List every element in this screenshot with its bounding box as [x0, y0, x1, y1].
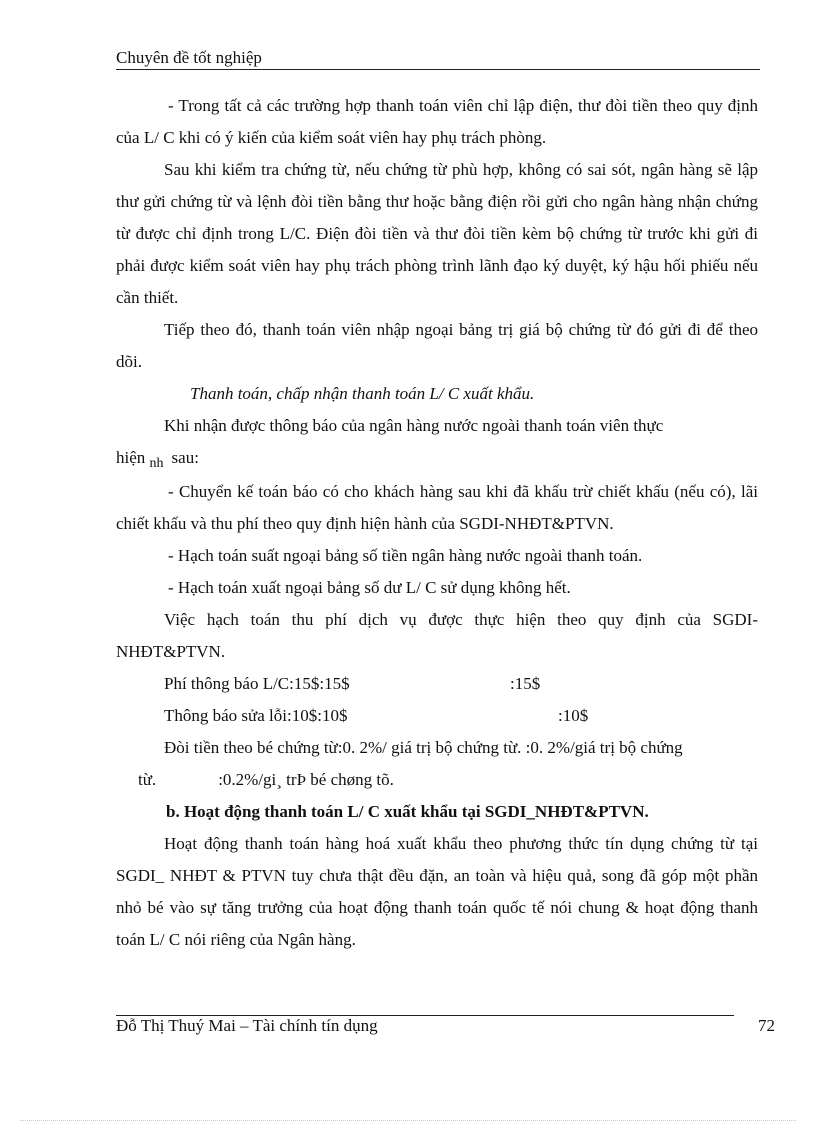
- page-number: 72: [758, 1016, 775, 1035]
- p4-tail: sau:: [171, 448, 199, 467]
- fee-line-3: Đòi tiền theo bé chứng từ:0. 2%/ giá trị bộ chứng từ. :0. 2%/giá trị bộ chứng: [164, 738, 683, 757]
- paragraph-3: Tiếp theo đó, thanh toán viên nhập ngoại bảng trị giá bộ chứng từ đó gửi đi để theo dõi.: [116, 320, 758, 371]
- paragraph-1: - Trong tất cả các trường hợp thanh toán viên chỉ lập điện, thư đòi tiền theo quy định của L/ C khi có ý kiến của kiểm soát viên hay phụ trách phòng.: [116, 96, 758, 147]
- fee3-cont-b: :0.2%/gi¸ trÞ bé chøng tõ.: [218, 770, 394, 789]
- paragraph-5: - Chuyển kế toán báo có cho khách hàng sau khi đã khấu trừ chiết khấu (nếu có), lãi chiết khấu và thu phí theo quy định hiện hành của SGDI-NHĐT&PTVN.: [116, 482, 758, 533]
- fee-line-1: [116, 668, 758, 700]
- paragraph-9: Hoạt động thanh toán hàng hoá xuất khẩu theo phương thức tín dụng chứng từ tại SGDI_ NHĐT & PTVN tuy chưa thật đều đặn, an toàn và hiệu quả, song đã góp một phần nhỏ bé vào sự tăng trưởng của hoạt động thanh toán quốc tế nói chung & hoạt động thanh toán L/ C nói riêng của Ngân hàng.: [116, 834, 758, 949]
- fee-line-2: [116, 700, 758, 732]
- fee2-label: Thông báo sửa lỗi:10$:10$: [164, 706, 348, 725]
- paragraph-6: - Hạch toán suất ngoại bảng số tiền ngân hàng nước ngoài thanh toán.: [168, 546, 643, 565]
- paragraph-4: Khi nhận được thông báo của ngân hàng nước ngoài thanh toán viên thực: [164, 416, 664, 435]
- fee2-value: :10$: [558, 706, 589, 725]
- bold-heading: b. Hoạt động thanh toán L/ C xuất khẩu tại SGDI_NHĐT&PTVN.: [166, 802, 649, 821]
- italic-heading: Thanh toán, chấp nhận thanh toán L/ C xuất khẩu.: [190, 384, 535, 403]
- p4-word: hiện: [116, 448, 146, 467]
- fee1-label: Phí thông báo L/C:15$:15$: [164, 674, 350, 693]
- page-header: Chuyên đề tốt nghiệp: [116, 48, 760, 70]
- paragraph-8: Việc hạch toán thu phí dịch vụ được thực hiện theo quy định của SGDI-NHĐT&PTVN.: [116, 610, 758, 661]
- fee1-value: :15$: [510, 674, 541, 693]
- footer-author: Đỗ Thị Thuý Mai – Tài chính tín dụng: [116, 1016, 378, 1035]
- paragraph-7: - Hạch toán xuất ngoại bảng số dư L/ C sử dụng không hết.: [168, 578, 571, 597]
- p4-subscript: nh: [149, 456, 164, 471]
- paragraph-4-continued: [116, 442, 758, 476]
- fee-line-3-continued: [116, 764, 758, 796]
- document-body: [116, 90, 758, 956]
- paragraph-2: Sau khi kiểm tra chứng từ, nếu chứng từ phù hợp, không có sai sót, ngân hàng sẽ lập thư gửi chứng từ và lệnh đòi tiền bằng thư hoặc bằng điện rồi gửi cho ngân hàng nhận chứng từ được chỉ định trong L/C. Điện đòi tiền và thư đòi tiền kèm bộ chứng từ trước khi gửi đi phải được kiểm soát viên hay phụ trách phòng trình lãnh đạo ký duyệt, ký hậu hối phiếu nếu cần thiết.: [116, 160, 758, 307]
- fee3-cont-a: từ.: [138, 770, 157, 789]
- page-bottom-border: [20, 1120, 796, 1121]
